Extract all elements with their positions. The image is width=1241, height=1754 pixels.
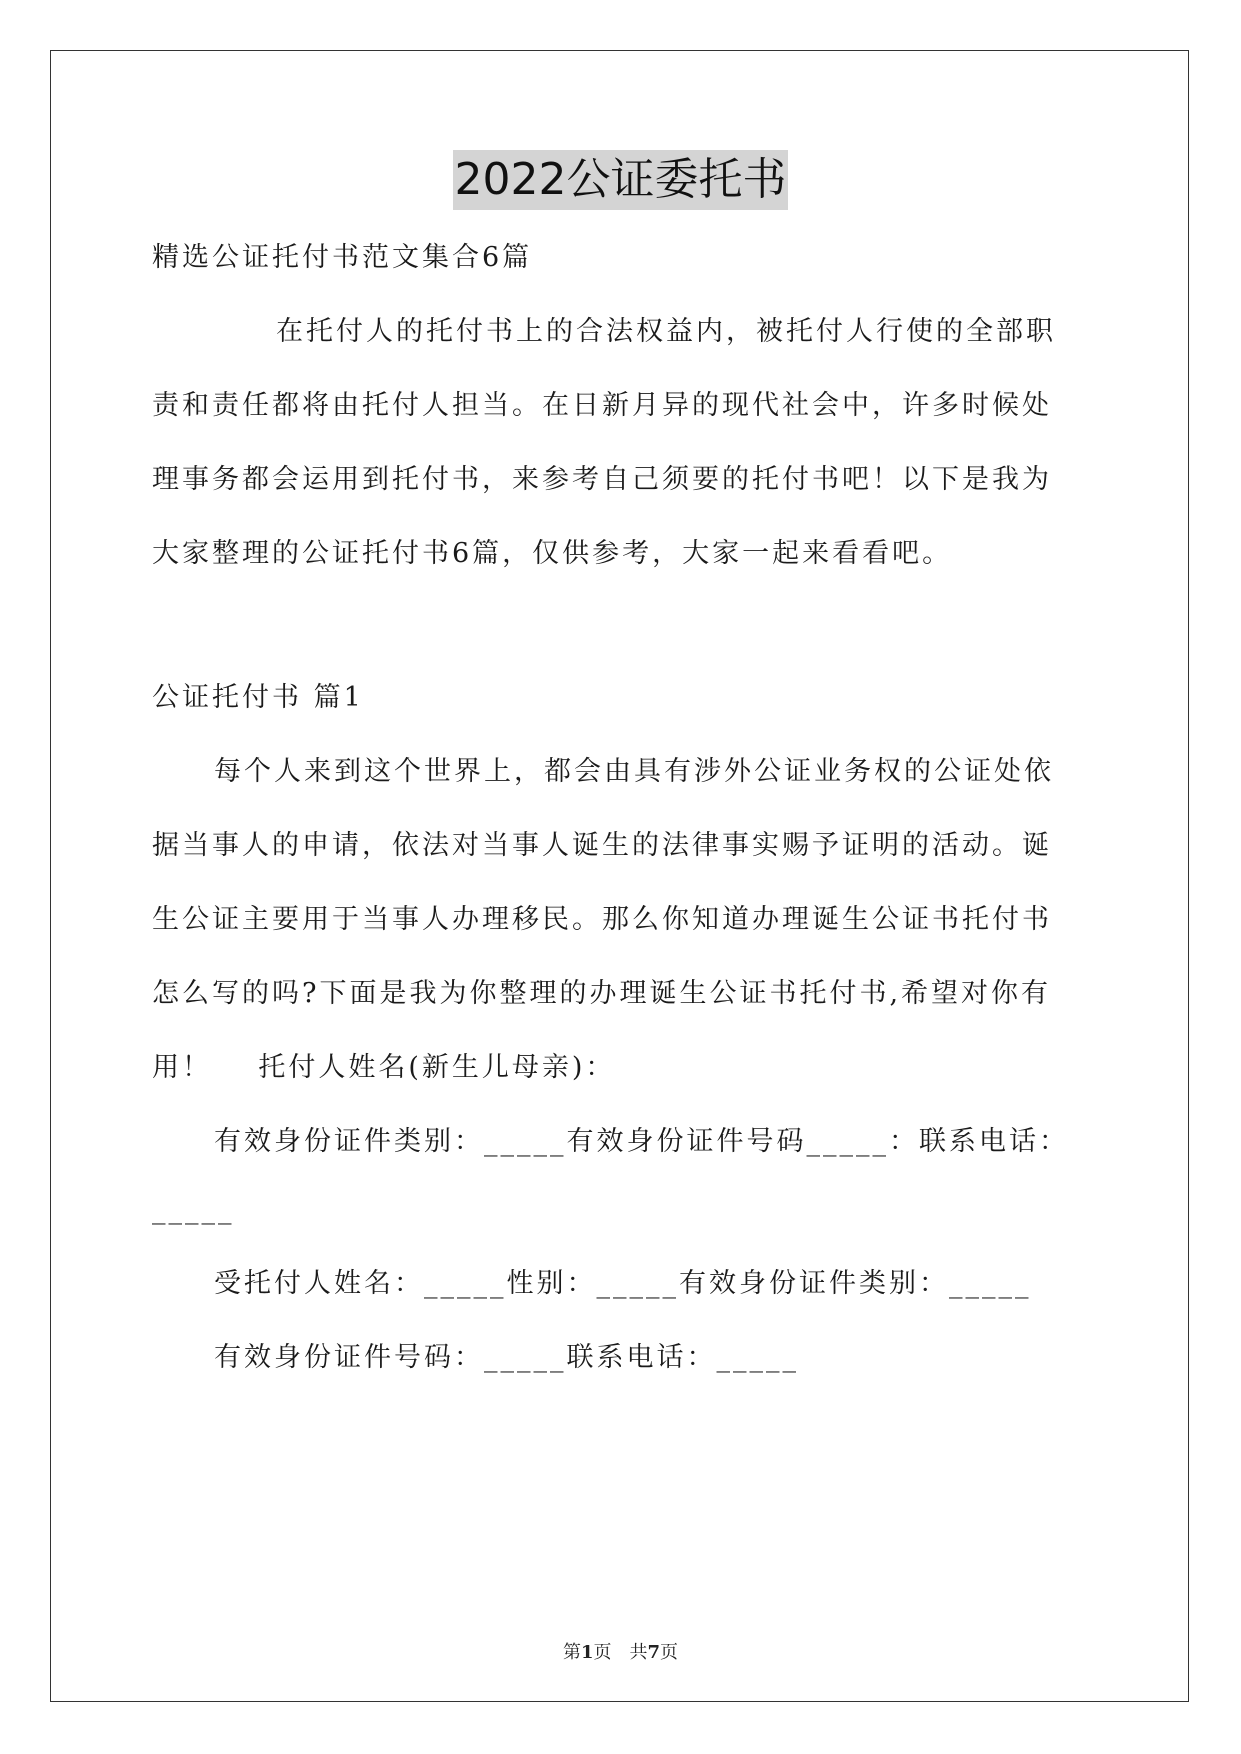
title-container (0, 150, 1241, 210)
document-title: 2022公证委托书 (453, 150, 789, 210)
current-page-number: 1 (580, 1642, 594, 1663)
section-line-2: 据当事人的申请，依法对当事人诞生的法律事实赐予证明的活动。诞 (152, 830, 1052, 861)
footer-suffix: 页 (660, 1642, 679, 1663)
field-line-3: 受托付人姓名：_____性别：_____有效身份证件类别：_____ (214, 1268, 1032, 1299)
footer-mid: 页 (593, 1642, 612, 1663)
intro-line-1: 在托付人的托付书上的合法权益内，被托付人行使的全部职 (276, 316, 1056, 347)
page-border (50, 50, 1189, 1702)
section-line-1: 每个人来到这个世界上，都会由具有涉外公证业务权的公证处依 (214, 756, 1054, 787)
footer-prefix: 第 (562, 1642, 581, 1663)
total-page-number: 7 (647, 1642, 661, 1663)
field-line-2: _____ (152, 1194, 235, 1225)
section-line-5: 用！ 托付人姓名(新生儿母亲)： (152, 1052, 616, 1083)
section-line-3: 生公证主要用于当事人办理移民。那么你知道办理诞生公证书托付书 (152, 904, 1052, 935)
section-line-4: 怎么写的吗?下面是我为你整理的办理诞生公证书托付书,希望对你有 (152, 978, 1052, 1009)
field-line-4: 有效身份证件号码：_____联系电话：_____ (214, 1342, 799, 1373)
section-heading: 公证托付书 篇1 (152, 682, 364, 713)
intro-line-4: 大家整理的公证托付书6篇，仅供参考，大家一起来看看吧。 (152, 538, 953, 569)
field-line-1: 有效身份证件类别：_____有效身份证件号码_____：联系电话： (214, 1126, 1069, 1157)
intro-line-3: 理事务都会运用到托付书，来参考自己须要的托付书吧！以下是我为 (152, 464, 1052, 495)
footer-total-prefix: 共 (629, 1642, 648, 1663)
page-footer (0, 1638, 1241, 1664)
intro-line-2: 责和责任都将由托付人担当。在日新月异的现代社会中，许多时候处 (152, 390, 1052, 421)
subtitle: 精选公证托付书范文集合6篇 (152, 242, 533, 273)
